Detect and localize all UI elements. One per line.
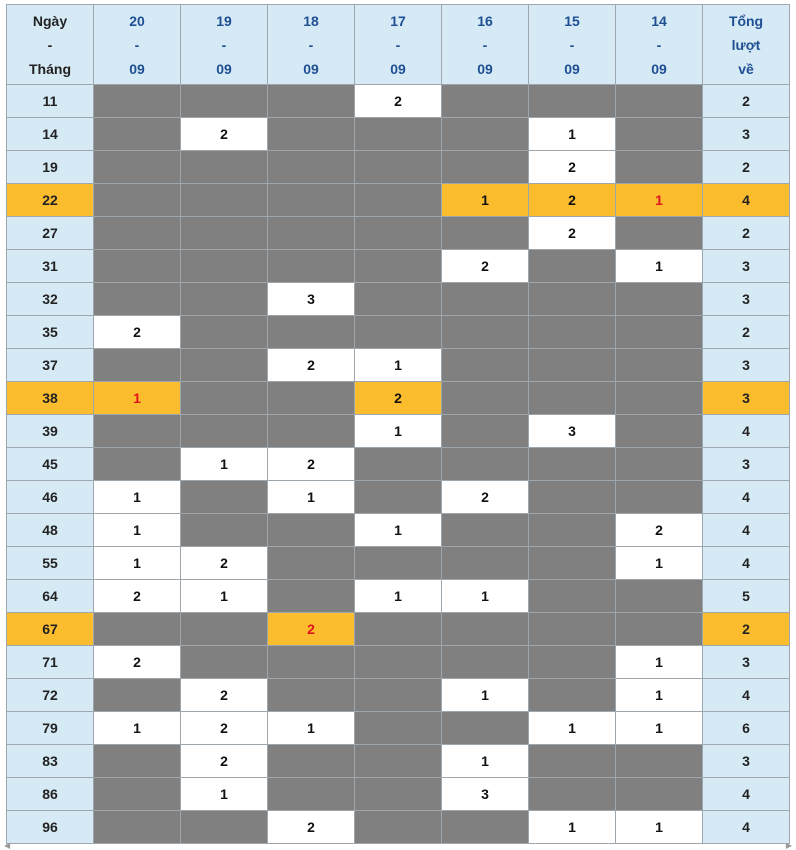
- count-cell: 1: [529, 118, 616, 151]
- empty-cell: [355, 481, 442, 514]
- count-cell: 2: [268, 448, 355, 481]
- empty-cell: [529, 646, 616, 679]
- row-total: 3: [703, 382, 790, 415]
- table-row: [7, 679, 790, 712]
- count-cell: 1: [529, 811, 616, 844]
- date-day: 17: [390, 12, 406, 29]
- date-month: 09: [129, 60, 145, 77]
- count-cell: 1: [268, 481, 355, 514]
- empty-cell: [181, 217, 268, 250]
- empty-cell: [268, 679, 355, 712]
- date-separator: -: [134, 36, 140, 53]
- row-number: 71: [7, 646, 94, 679]
- row-total: 2: [703, 85, 790, 118]
- empty-cell: [529, 679, 616, 712]
- count-cell: 1: [94, 382, 181, 415]
- count-cell: 1: [616, 646, 703, 679]
- empty-cell: [616, 118, 703, 151]
- row-number: 31: [7, 250, 94, 283]
- count-cell: 2: [529, 184, 616, 217]
- empty-cell: [181, 646, 268, 679]
- row-total: 4: [703, 481, 790, 514]
- empty-cell: [529, 580, 616, 613]
- header-date-1: [181, 5, 268, 85]
- date-separator: -: [308, 36, 314, 53]
- header-date-2: [268, 5, 355, 85]
- header-month-label: Tháng: [29, 60, 71, 77]
- empty-cell: [355, 778, 442, 811]
- row-number: 83: [7, 745, 94, 778]
- table-row: [7, 316, 790, 349]
- empty-cell: [355, 613, 442, 646]
- total-label-line-3: về: [738, 60, 754, 77]
- empty-cell: [94, 778, 181, 811]
- empty-cell: [181, 514, 268, 547]
- empty-cell: [181, 349, 268, 382]
- count-cell: 1: [94, 712, 181, 745]
- table-row: [7, 217, 790, 250]
- date-month: 09: [390, 60, 406, 77]
- date-day: 20: [129, 12, 145, 29]
- header-day-label: Ngày: [32, 12, 68, 29]
- empty-cell: [94, 679, 181, 712]
- row-total: 4: [703, 514, 790, 547]
- empty-cell: [181, 382, 268, 415]
- empty-cell: [94, 745, 181, 778]
- count-cell: 2: [94, 646, 181, 679]
- date-day: 19: [216, 12, 232, 29]
- count-cell: 1: [616, 184, 703, 217]
- row-number: 48: [7, 514, 94, 547]
- date-day: 15: [564, 12, 580, 29]
- count-cell: 2: [181, 679, 268, 712]
- empty-cell: [181, 85, 268, 118]
- empty-cell: [529, 85, 616, 118]
- empty-cell: [355, 217, 442, 250]
- count-cell: 1: [442, 679, 529, 712]
- count-cell: 1: [442, 184, 529, 217]
- count-cell: 3: [442, 778, 529, 811]
- empty-cell: [355, 316, 442, 349]
- row-number: 37: [7, 349, 94, 382]
- count-cell: 2: [529, 217, 616, 250]
- empty-cell: [181, 250, 268, 283]
- empty-cell: [529, 745, 616, 778]
- empty-cell: [616, 415, 703, 448]
- empty-cell: [181, 283, 268, 316]
- date-month: 09: [564, 60, 580, 77]
- count-cell: 1: [355, 415, 442, 448]
- table-row: [7, 811, 790, 844]
- count-cell: 2: [268, 811, 355, 844]
- count-cell: 1: [355, 349, 442, 382]
- empty-cell: [268, 151, 355, 184]
- count-cell: 1: [181, 580, 268, 613]
- empty-cell: [268, 778, 355, 811]
- row-number: 38: [7, 382, 94, 415]
- count-cell: 1: [529, 712, 616, 745]
- row-number: 27: [7, 217, 94, 250]
- empty-cell: [268, 514, 355, 547]
- empty-cell: [268, 547, 355, 580]
- empty-cell: [94, 283, 181, 316]
- count-cell: 1: [181, 778, 268, 811]
- empty-cell: [94, 415, 181, 448]
- row-number: 64: [7, 580, 94, 613]
- empty-cell: [442, 382, 529, 415]
- empty-cell: [529, 613, 616, 646]
- date-separator: -: [569, 36, 575, 53]
- empty-cell: [268, 382, 355, 415]
- empty-cell: [442, 217, 529, 250]
- table-row: [7, 85, 790, 118]
- count-cell: 1: [616, 712, 703, 745]
- row-total: 2: [703, 217, 790, 250]
- header-date-3: [355, 5, 442, 85]
- row-number: 67: [7, 613, 94, 646]
- empty-cell: [529, 349, 616, 382]
- row-number: 14: [7, 118, 94, 151]
- lottery-frequency-table: [6, 4, 790, 844]
- empty-cell: [355, 547, 442, 580]
- table-row: [7, 514, 790, 547]
- count-cell: 1: [181, 448, 268, 481]
- table-row: [7, 712, 790, 745]
- table-row: [7, 580, 790, 613]
- empty-cell: [268, 217, 355, 250]
- total-label-line-2: lượt: [731, 36, 761, 53]
- empty-cell: [529, 316, 616, 349]
- empty-cell: [181, 316, 268, 349]
- date-month: 09: [651, 60, 667, 77]
- empty-cell: [94, 250, 181, 283]
- count-cell: 2: [268, 349, 355, 382]
- row-number: 45: [7, 448, 94, 481]
- empty-cell: [355, 679, 442, 712]
- empty-cell: [442, 316, 529, 349]
- empty-cell: [181, 184, 268, 217]
- row-total: 4: [703, 415, 790, 448]
- empty-cell: [355, 118, 442, 151]
- table-row: [7, 745, 790, 778]
- count-cell: 1: [355, 514, 442, 547]
- empty-cell: [442, 85, 529, 118]
- empty-cell: [355, 448, 442, 481]
- empty-cell: [268, 184, 355, 217]
- empty-cell: [94, 217, 181, 250]
- date-separator: -: [482, 36, 488, 53]
- empty-cell: [529, 283, 616, 316]
- empty-cell: [268, 745, 355, 778]
- count-cell: 1: [616, 679, 703, 712]
- header-date-4: [442, 5, 529, 85]
- count-cell: 2: [181, 745, 268, 778]
- empty-cell: [94, 184, 181, 217]
- empty-cell: [442, 547, 529, 580]
- row-total: 6: [703, 712, 790, 745]
- date-month: 09: [216, 60, 232, 77]
- count-cell: 2: [181, 547, 268, 580]
- empty-cell: [268, 85, 355, 118]
- row-total: 4: [703, 778, 790, 811]
- row-total: 4: [703, 679, 790, 712]
- date-separator: -: [656, 36, 662, 53]
- row-total: 2: [703, 613, 790, 646]
- table-row: [7, 349, 790, 382]
- empty-cell: [355, 283, 442, 316]
- row-number: 11: [7, 85, 94, 118]
- empty-cell: [442, 415, 529, 448]
- table-row: [7, 481, 790, 514]
- count-cell: 2: [442, 481, 529, 514]
- row-number: 55: [7, 547, 94, 580]
- date-day: 16: [477, 12, 493, 29]
- count-cell: 2: [355, 382, 442, 415]
- empty-cell: [268, 316, 355, 349]
- empty-cell: [442, 349, 529, 382]
- empty-cell: [529, 547, 616, 580]
- date-month: 09: [303, 60, 319, 77]
- row-number: 46: [7, 481, 94, 514]
- table-row: [7, 184, 790, 217]
- empty-cell: [529, 514, 616, 547]
- row-total: 3: [703, 250, 790, 283]
- empty-cell: [616, 613, 703, 646]
- empty-cell: [616, 151, 703, 184]
- count-cell: 1: [355, 580, 442, 613]
- empty-cell: [181, 151, 268, 184]
- row-number: 22: [7, 184, 94, 217]
- table-row: [7, 250, 790, 283]
- empty-cell: [529, 778, 616, 811]
- count-cell: 1: [442, 745, 529, 778]
- empty-cell: [616, 745, 703, 778]
- empty-cell: [529, 250, 616, 283]
- table-row: [7, 448, 790, 481]
- count-cell: 3: [529, 415, 616, 448]
- count-cell: 1: [616, 250, 703, 283]
- empty-cell: [616, 778, 703, 811]
- row-number: 35: [7, 316, 94, 349]
- header-date-0: [94, 5, 181, 85]
- date-month: 09: [477, 60, 493, 77]
- empty-cell: [94, 118, 181, 151]
- header-row: [7, 5, 790, 85]
- header-day-month: [7, 5, 94, 85]
- row-total: 2: [703, 316, 790, 349]
- table-row: [7, 382, 790, 415]
- header-separator: -: [47, 36, 53, 53]
- empty-cell: [355, 745, 442, 778]
- date-separator: -: [395, 36, 401, 53]
- empty-cell: [529, 382, 616, 415]
- empty-cell: [94, 811, 181, 844]
- table-row: [7, 151, 790, 184]
- empty-cell: [355, 811, 442, 844]
- empty-cell: [181, 415, 268, 448]
- row-number: 39: [7, 415, 94, 448]
- empty-cell: [268, 646, 355, 679]
- count-cell: 2: [181, 712, 268, 745]
- empty-cell: [94, 349, 181, 382]
- row-total: 3: [703, 646, 790, 679]
- empty-cell: [442, 712, 529, 745]
- row-total: 2: [703, 151, 790, 184]
- row-total: 3: [703, 283, 790, 316]
- empty-cell: [94, 613, 181, 646]
- table-row: [7, 415, 790, 448]
- empty-cell: [268, 580, 355, 613]
- empty-cell: [616, 283, 703, 316]
- table-row: [7, 547, 790, 580]
- header-total: [703, 5, 790, 85]
- empty-cell: [442, 646, 529, 679]
- empty-cell: [94, 85, 181, 118]
- empty-cell: [442, 448, 529, 481]
- header-date-6: [616, 5, 703, 85]
- empty-cell: [355, 184, 442, 217]
- count-cell: 1: [616, 811, 703, 844]
- row-number: 32: [7, 283, 94, 316]
- empty-cell: [616, 382, 703, 415]
- row-number: 96: [7, 811, 94, 844]
- count-cell: 2: [181, 118, 268, 151]
- count-cell: 2: [355, 85, 442, 118]
- empty-cell: [94, 448, 181, 481]
- empty-cell: [181, 481, 268, 514]
- row-total: 4: [703, 811, 790, 844]
- empty-cell: [268, 250, 355, 283]
- date-day: 18: [303, 12, 319, 29]
- count-cell: 1: [94, 547, 181, 580]
- count-cell: 2: [616, 514, 703, 547]
- empty-cell: [181, 811, 268, 844]
- count-cell: 1: [94, 481, 181, 514]
- empty-cell: [355, 151, 442, 184]
- empty-cell: [442, 283, 529, 316]
- empty-cell: [268, 118, 355, 151]
- count-cell: 1: [616, 547, 703, 580]
- empty-cell: [529, 448, 616, 481]
- empty-cell: [616, 316, 703, 349]
- empty-cell: [442, 118, 529, 151]
- scroll-right-arrow-icon[interactable]: ▶: [785, 841, 792, 850]
- count-cell: 2: [268, 613, 355, 646]
- count-cell: 2: [94, 580, 181, 613]
- total-label-line-1: Tổng: [728, 12, 764, 29]
- row-total: 4: [703, 547, 790, 580]
- row-total: 3: [703, 745, 790, 778]
- count-cell: 1: [268, 712, 355, 745]
- table-row: [7, 646, 790, 679]
- empty-cell: [355, 250, 442, 283]
- empty-cell: [616, 349, 703, 382]
- empty-cell: [355, 712, 442, 745]
- empty-cell: [616, 481, 703, 514]
- empty-cell: [442, 514, 529, 547]
- empty-cell: [355, 646, 442, 679]
- row-number: 86: [7, 778, 94, 811]
- empty-cell: [616, 580, 703, 613]
- row-total: 4: [703, 184, 790, 217]
- count-cell: 3: [268, 283, 355, 316]
- row-total: 3: [703, 349, 790, 382]
- row-number: 19: [7, 151, 94, 184]
- table-row: [7, 283, 790, 316]
- count-cell: 2: [94, 316, 181, 349]
- row-total: 3: [703, 448, 790, 481]
- empty-cell: [616, 448, 703, 481]
- table-row: [7, 613, 790, 646]
- empty-cell: [616, 85, 703, 118]
- date-day: 14: [651, 12, 667, 29]
- row-total: 5: [703, 580, 790, 613]
- count-cell: 1: [94, 514, 181, 547]
- header-date-5: [529, 5, 616, 85]
- row-number: 79: [7, 712, 94, 745]
- row-number: 72: [7, 679, 94, 712]
- table-row: [7, 118, 790, 151]
- empty-cell: [616, 217, 703, 250]
- empty-cell: [268, 415, 355, 448]
- empty-cell: [529, 481, 616, 514]
- row-total: 3: [703, 118, 790, 151]
- count-cell: 2: [529, 151, 616, 184]
- table-row: [7, 778, 790, 811]
- empty-cell: [442, 811, 529, 844]
- date-separator: -: [221, 36, 227, 53]
- empty-cell: [442, 151, 529, 184]
- count-cell: 2: [442, 250, 529, 283]
- count-cell: 1: [442, 580, 529, 613]
- scroll-left-arrow-icon[interactable]: ◀: [4, 841, 11, 850]
- empty-cell: [181, 613, 268, 646]
- empty-cell: [442, 613, 529, 646]
- empty-cell: [94, 151, 181, 184]
- table-body: [7, 85, 790, 844]
